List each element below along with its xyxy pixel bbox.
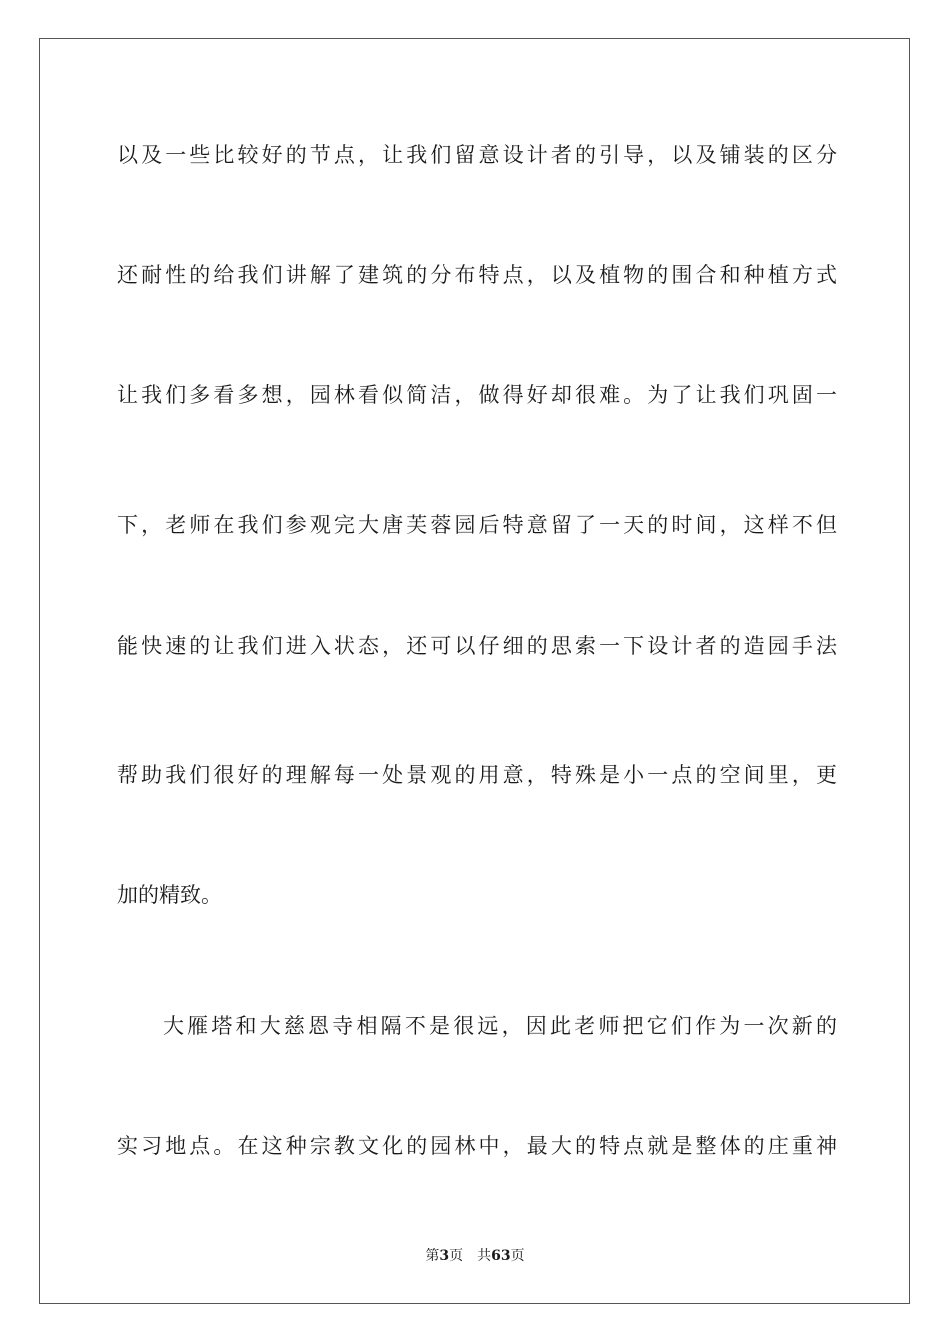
text-line: 下，老师在我们参观完大唐芙蓉园后特意留了一天的时间，这样不但: [117, 513, 837, 537]
text-line: 还耐性的给我们讲解了建筑的分布特点，以及植物的围合和种植方式: [117, 263, 837, 287]
total-prefix: 共: [477, 1248, 492, 1264]
text-line: 加的精致。: [117, 883, 222, 907]
page-border: [39, 38, 910, 1304]
text-line: 让我们多看多想，园林看似简洁，做得好却很难。为了让我们巩固一: [117, 383, 837, 407]
total-suffix: 页: [510, 1248, 525, 1264]
page-number: 3: [439, 1248, 450, 1264]
text-line: 能快速的让我们进入状态，还可以仔细的思索一下设计者的造园手法: [117, 634, 837, 658]
total-pages: 63: [491, 1248, 511, 1264]
page-footer: [0, 1246, 950, 1266]
page-prefix: 第: [425, 1248, 440, 1264]
page-suffix: 页: [449, 1248, 464, 1264]
text-line: 以及一些比较好的节点，让我们留意设计者的引导，以及铺装的区分: [117, 143, 837, 167]
text-line: 实习地点。在这种宗教文化的园林中，最大的特点就是整体的庄重神: [117, 1134, 837, 1158]
text-line: 帮助我们很好的理解每一处景观的用意，特殊是小一点的空间里，更: [117, 763, 837, 787]
paragraph-first-line: 大雁塔和大慈恩寺相隔不是很远，因此老师把它们作为一次新的: [163, 1014, 837, 1038]
